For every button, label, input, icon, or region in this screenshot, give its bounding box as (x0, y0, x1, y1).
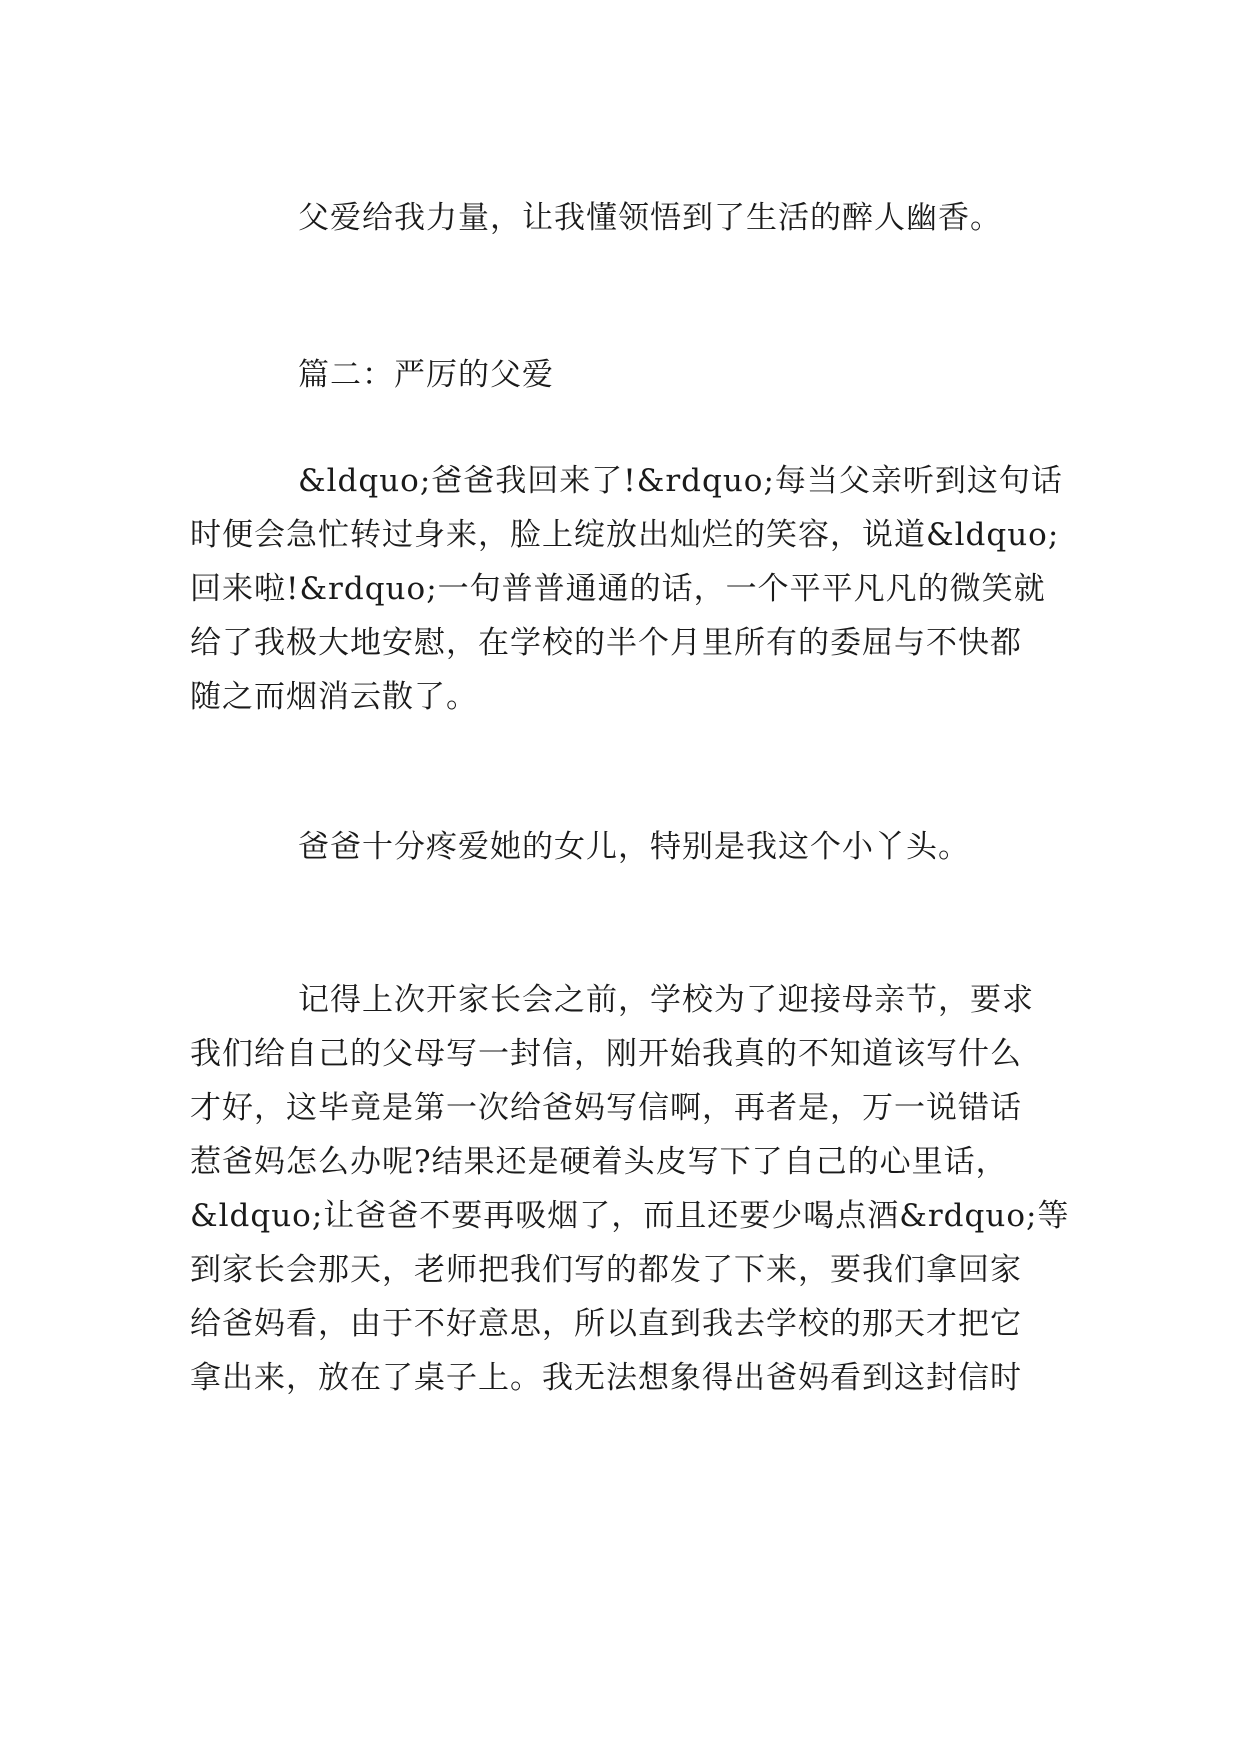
paragraph-line: 才好，这毕竟是第一次给爸妈写信啊，再者是，万一说错话 (190, 1090, 1022, 1126)
paragraph-line: &ldquo;爸爸我回来了!&rdquo;每当父亲听到这句话 (298, 463, 1063, 499)
paragraph-line: 给了我极大地安慰，在学校的半个月里所有的委屈与不快都 (190, 625, 1022, 661)
paragraph-line: 给爸妈看，由于不好意思，所以直到我去学校的那天才把它 (190, 1306, 1022, 1342)
section-heading: 篇二：严厉的父爱 (298, 357, 554, 393)
paragraph-line: 随之而烟消云散了。 (190, 679, 478, 715)
paragraph-line: 父爱给我力量，让我懂领悟到了生活的醉人幽香。 (298, 200, 1002, 236)
paragraph-line: 回来啦!&rdquo;一句普普通通的话，一个平平凡凡的微笑就 (190, 571, 1046, 607)
paragraph-line: 到家长会那天，老师把我们写的都发了下来，要我们拿回家 (190, 1252, 1022, 1288)
paragraph-line: 惹爸妈怎么办呢?结果还是硬着头皮写下了自己的心里话， (190, 1144, 1008, 1180)
paragraph-line: 拿出来，放在了桌子上。我无法想象得出爸妈看到这封信时 (190, 1360, 1022, 1396)
paragraph-line: 时便会急忙转过身来，脸上绽放出灿烂的笑容，说道&ldquo; (190, 517, 1060, 553)
paragraph-line: 记得上次开家长会之前，学校为了迎接母亲节，要求 (298, 982, 1034, 1018)
paragraph-line: 爸爸十分疼爱她的女儿，特别是我这个小丫头。 (298, 829, 970, 865)
paragraph-line: &ldquo;让爸爸不要再吸烟了，而且还要少喝点酒&rdquo;等 (190, 1198, 1070, 1234)
paragraph-line: 我们给自己的父母写一封信，刚开始我真的不知道该写什么 (190, 1036, 1022, 1072)
